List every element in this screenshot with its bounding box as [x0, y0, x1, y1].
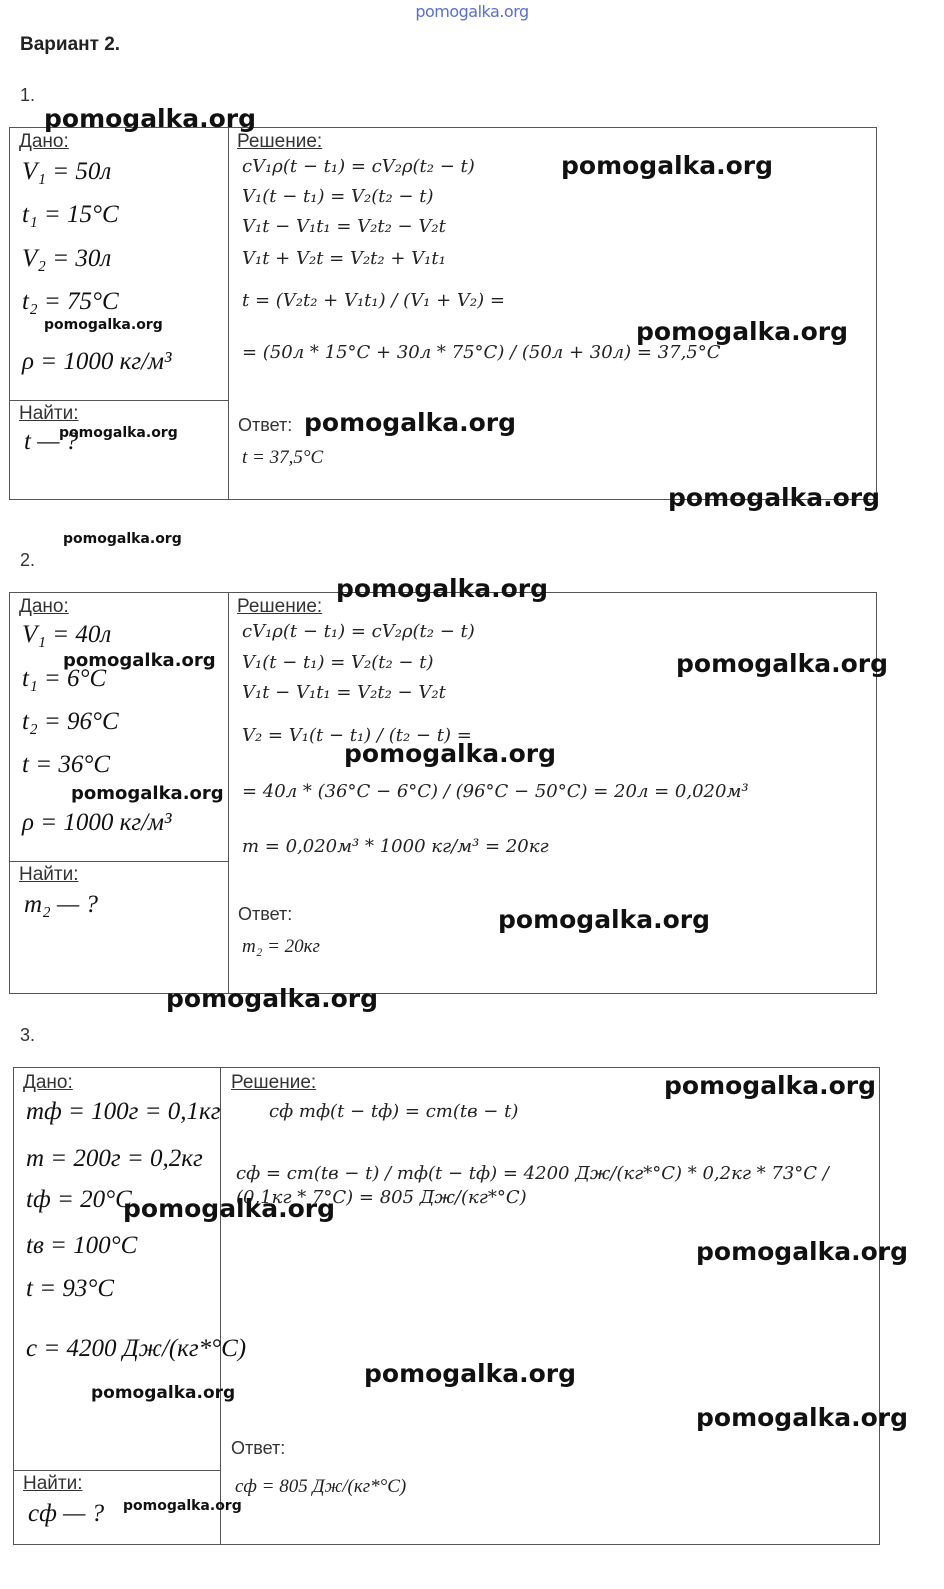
watermark: pomogalka.org: [336, 574, 549, 603]
solution-line: V₂ = V₁(t − t₁) / (t₂ − t) =: [242, 725, 472, 746]
find-item: m₂ — ?: [24, 891, 98, 918]
given-item: t = 36°C: [22, 751, 110, 778]
watermark: pomogalka.org: [498, 905, 711, 934]
watermark: pomogalka.org: [59, 425, 178, 441]
given-header: Дано:: [19, 131, 69, 152]
watermark: pomogalka.org: [364, 1359, 577, 1388]
solution-header: Решение:: [237, 131, 323, 152]
answer-header: Ответ:: [231, 1438, 286, 1458]
answer-header: Ответ:: [238, 415, 293, 435]
watermark: pomogalka.org: [696, 1403, 909, 1432]
given-item: t₂ = 96°C: [22, 708, 119, 735]
find-header: Найти:: [23, 1473, 83, 1494]
solution-line: V₁(t − t₁) = V₂(t₂ − t): [242, 186, 434, 207]
watermark: pomogalka.org: [123, 1498, 242, 1514]
watermark: pomogalka.org: [676, 649, 889, 678]
solution-line: = 40л * (36°C − 6°C) / (96°C − 50°C) = 20л = 0,020м³: [242, 781, 749, 802]
watermark: pomogalka.org: [63, 650, 216, 671]
find-header: Найти:: [19, 864, 79, 885]
problem-number: 1.: [20, 85, 36, 105]
watermark: pomogalka.org: [561, 151, 774, 180]
given-item: t₂ = 75°C: [22, 288, 119, 315]
watermark: pomogalka.org: [344, 739, 557, 768]
solution-line: m = 0,020м³ * 1000 кг/м³ = 20кг: [242, 836, 549, 857]
given-item: ρ = 1000 кг/м³: [22, 348, 172, 375]
watermark: pomogalka.org: [696, 1237, 909, 1266]
given-item: m = 200г = 0,2кг: [26, 1145, 203, 1172]
solution-line: cV₁ρ(t − t₁) = cV₂ρ(t₂ − t): [242, 156, 475, 177]
answer-value: cф = 805 Дж/(кг*°C): [235, 1476, 407, 1497]
solution-line: V₁t − V₁t₁ = V₂t₂ − V₂t: [242, 216, 446, 237]
problem-1-table: [9, 127, 877, 500]
find-header: Найти:: [19, 403, 79, 424]
solution-line: V₁t + V₂t = V₂t₂ + V₁t₁: [242, 248, 446, 269]
answer-value: t = 37,5°C: [242, 447, 324, 468]
given-item: V₂ = 30л: [22, 245, 112, 272]
solution-line: V₁t − V₁t₁ = V₂t₂ − V₂t: [242, 682, 446, 703]
site-watermark-top: pomogalka.org: [415, 2, 529, 21]
given-header: Дано:: [23, 1072, 73, 1093]
solution-line: = (50л * 15°C + 30л * 75°C) / (50л + 30л) = 37,5°C: [242, 342, 721, 363]
given-item: t₁ = 6°C: [22, 665, 107, 692]
watermark: pomogalka.org: [63, 531, 182, 547]
answer-header: Ответ:: [238, 904, 293, 924]
find-item: cф — ?: [28, 1500, 105, 1527]
given-item: mф = 100г = 0,1кг: [26, 1098, 221, 1125]
answer-value: m₂ = 20кг: [242, 936, 320, 957]
given-item: tф = 20°C: [26, 1186, 132, 1213]
watermark: pomogalka.org: [166, 984, 379, 1013]
problem-number: 3.: [20, 1025, 36, 1045]
solution-line: t = (V₂t₂ + V₁t₁) / (V₁ + V₂) =: [242, 290, 505, 311]
solution-header: Решение:: [231, 1072, 317, 1093]
solution-line: V₁(t − t₁) = V₂(t₂ − t): [242, 652, 434, 673]
given-item: t = 93°C: [26, 1275, 114, 1302]
watermark: pomogalka.org: [636, 317, 849, 346]
watermark: pomogalka.org: [44, 317, 163, 333]
variant-title: Вариант 2.: [20, 34, 121, 55]
watermark: pomogalka.org: [304, 408, 517, 437]
watermark: pomogalka.org: [664, 1071, 877, 1100]
watermark: pomogalka.org: [91, 1383, 236, 1403]
watermark: pomogalka.org: [123, 1194, 336, 1223]
given-item: tв = 100°C: [26, 1232, 138, 1259]
solution-line: cф = cm(tв − t) / mф(t − tф) = 4200 Дж/(кг*°C) * 0,2кг * 73°C / (0,1кг * 7°C) = 805 Дж/(кг*°C): [236, 1163, 829, 1208]
problem-number: 2.: [20, 550, 36, 570]
watermark: pomogalka.org: [71, 783, 224, 804]
given-item: ρ = 1000 кг/м³: [22, 809, 172, 836]
given-item: t₁ = 15°C: [22, 201, 119, 228]
problem-3-table: [13, 1067, 880, 1545]
given-header: Дано:: [19, 596, 69, 617]
given-item: c = 4200 Дж/(кг*°C): [26, 1335, 247, 1362]
given-item: V₁ = 40л: [22, 621, 112, 648]
solution-header: Решение:: [237, 596, 323, 617]
solution-line: cV₁ρ(t − t₁) = cV₂ρ(t₂ − t): [242, 621, 475, 642]
solution-line: cф mф(t − tф) = cm(tв − t): [269, 1101, 519, 1122]
watermark: pomogalka.org: [44, 104, 257, 133]
given-item: V₁ = 50л: [22, 158, 112, 185]
watermark: pomogalka.org: [668, 483, 881, 512]
find-item: t — ?: [24, 428, 79, 455]
